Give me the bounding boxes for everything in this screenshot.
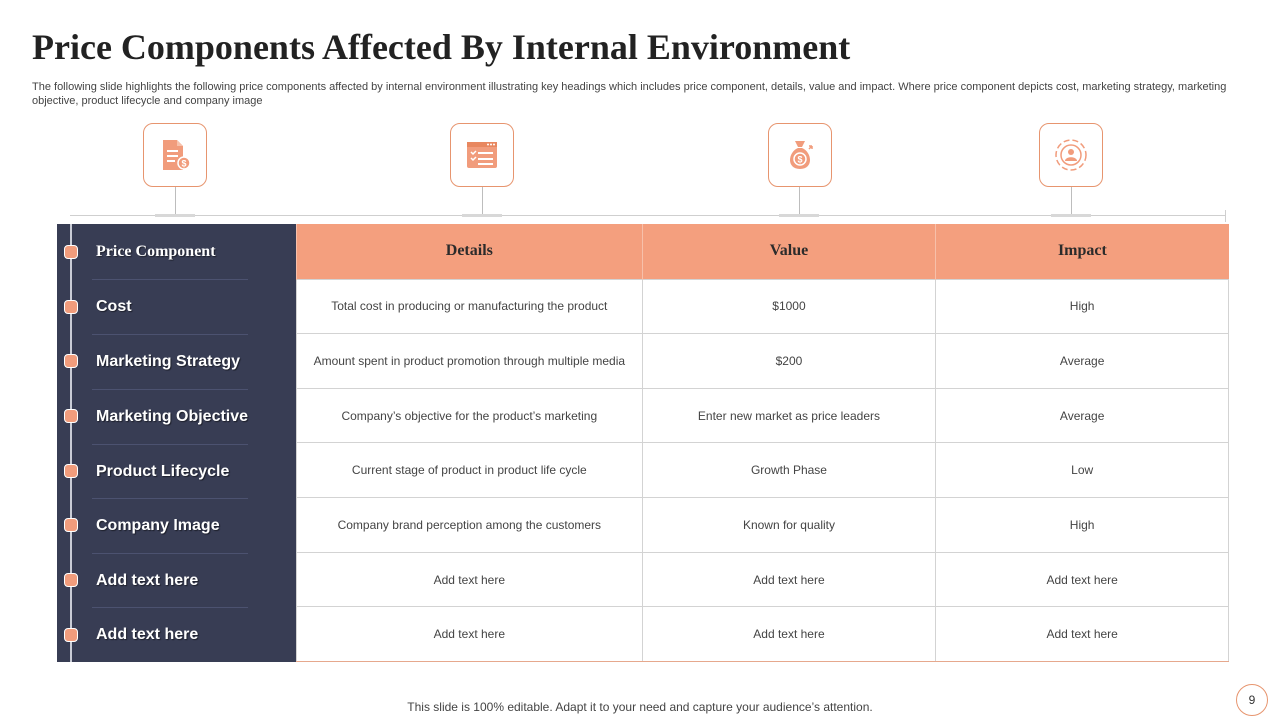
table-row <box>297 552 1229 607</box>
icon-stem <box>799 187 800 215</box>
impact-cell: Low <box>936 443 1229 498</box>
row-bullet <box>64 464 78 478</box>
icon-foot <box>779 214 819 217</box>
value-cell: Enter new market as price leaders <box>642 388 936 443</box>
icon-foot <box>462 214 502 217</box>
svg-text:$: $ <box>181 158 187 169</box>
component-label: Marketing Objective <box>96 407 249 425</box>
table-row <box>297 334 1229 389</box>
page-number-badge: 9 <box>1236 684 1268 716</box>
money-bag-icon-box <box>768 123 832 187</box>
table-row <box>297 498 1229 553</box>
slide-footer: This slide is 100% editable. Adapt it to your need and capture your audience’s attention. <box>407 700 873 714</box>
icon-stem <box>1071 187 1072 215</box>
details-cell: Total cost in producing or manufacturing the product <box>297 279 643 334</box>
table-header-row <box>297 224 1229 279</box>
row-bullet <box>64 518 78 532</box>
document-dollar-icon <box>157 137 193 173</box>
row-bullet <box>64 245 78 259</box>
component-label: Product Lifecycle <box>96 462 230 480</box>
impact-cell: High <box>936 279 1229 334</box>
component-label: Company Image <box>96 516 220 534</box>
details-icon-box <box>143 123 207 187</box>
price-components-table <box>296 224 1229 662</box>
details-cell: Current stage of product in product life cycle <box>297 443 643 498</box>
column-header-impact: Impact <box>936 224 1229 279</box>
details-cell: Amount spent in product promotion through multiple media <box>297 334 643 389</box>
row-bullet <box>64 573 78 587</box>
impact-cell: Add text here <box>936 607 1229 662</box>
table-row <box>297 388 1229 443</box>
value-cell: Known for quality <box>642 498 936 553</box>
value-cell: Growth Phase <box>642 443 936 498</box>
component-header: Price Component <box>96 242 216 260</box>
value-cell: $200 <box>642 334 936 389</box>
value-cell: Add text here <box>642 552 936 607</box>
impact-cell: High <box>936 498 1229 553</box>
slide-title: Price Components Affected By Internal Environment <box>32 27 851 67</box>
details-cell: Company’s objective for the product’s marketing <box>297 388 643 443</box>
component-label: Cost <box>96 297 132 315</box>
column-header-details: Details <box>297 224 643 279</box>
column-header-value: Value <box>642 224 936 279</box>
timeline-spine <box>70 224 72 662</box>
target-person-icon-box <box>1039 123 1103 187</box>
table-row <box>297 279 1229 334</box>
row-bullet <box>64 409 78 423</box>
component-label: Add text here <box>96 571 199 589</box>
value-cell: Add text here <box>642 607 936 662</box>
details-cell: Company brand perception among the customers <box>297 498 643 553</box>
icon-stem <box>175 187 176 215</box>
details-cell: Add text here <box>297 552 643 607</box>
icon-foot <box>1051 214 1091 217</box>
table-row <box>297 607 1229 662</box>
row-bullet <box>64 300 78 314</box>
checklist-icon-box <box>450 123 514 187</box>
impact-cell: Average <box>936 334 1229 389</box>
icon-stem <box>482 187 483 215</box>
target-person-icon <box>1053 137 1089 173</box>
table-row <box>297 443 1229 498</box>
svg-text:$: $ <box>797 154 803 165</box>
icon-foot <box>155 214 195 217</box>
icon-connector-end <box>1225 210 1226 222</box>
row-bullet <box>64 628 78 642</box>
impact-cell: Average <box>936 388 1229 443</box>
row-bullet <box>64 354 78 368</box>
value-cell: $1000 <box>642 279 936 334</box>
component-label: Add text here <box>96 625 199 643</box>
details-cell: Add text here <box>297 607 643 662</box>
checklist-window-icon <box>464 137 500 173</box>
money-bag-icon <box>782 137 818 173</box>
component-label: Marketing Strategy <box>96 352 241 370</box>
impact-cell: Add text here <box>936 552 1229 607</box>
slide-subtitle: The following slide highlights the following price components affected by internal environment illustrating key headings which includes price component, details, value and impact. Where price component depicts cost, marketing strategy, marketing objective, product lifecycle and company image <box>32 81 1227 107</box>
